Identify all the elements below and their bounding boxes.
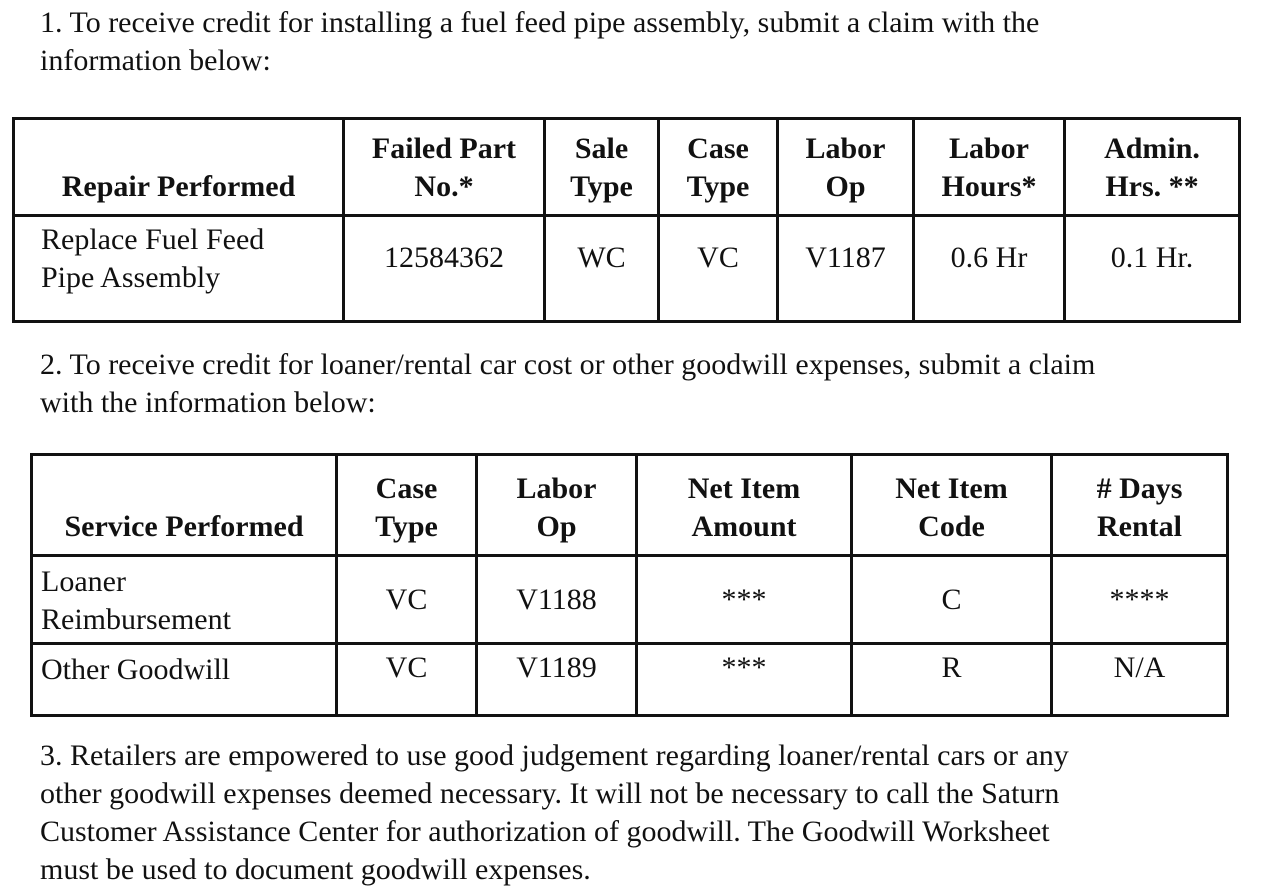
section-1-line-2: information below: — [40, 44, 271, 77]
section-3-line-1: 3. Retailers are empowered to use good judgement regarding loaner/rental cars or any — [40, 739, 1069, 772]
section-3-text — [40, 737, 1069, 889]
table-row — [32, 644, 1228, 716]
section-3-line-4: must be used to document goodwill expenses. — [40, 853, 591, 886]
cell-service-performed: Other Goodwill — [32, 644, 337, 716]
cell-net-item-code: R — [852, 644, 1052, 716]
cell-net-item-amount: *** — [637, 644, 852, 716]
header-case-type: Case Type — [659, 119, 778, 216]
cell-days-rental: N/A — [1052, 644, 1228, 716]
header-sale-type: Sale Type — [545, 119, 659, 216]
cell-labor-op: V1188 — [477, 556, 637, 644]
header-labor-op: Labor Op — [778, 119, 914, 216]
table-row — [14, 216, 1240, 322]
header-case-type: Case Type — [337, 455, 477, 556]
header-labor-hours: Labor Hours* — [914, 119, 1065, 216]
header-labor-op: Labor Op — [477, 455, 637, 556]
cell-labor-op: V1189 — [477, 644, 637, 716]
section-1-line-1: 1. To receive credit for installing a fuel feed pipe assembly, submit a claim with the — [40, 6, 1040, 39]
section-2-text — [40, 346, 1095, 422]
section-2-line-2: with the information below: — [40, 386, 376, 419]
repair-claim-table — [12, 117, 1241, 323]
cell-labor-op: V1187 — [778, 216, 914, 322]
header-service-performed: Service Performed — [32, 455, 337, 556]
cell-net-item-code: C — [852, 556, 1052, 644]
cell-part-no: 12584362 — [344, 216, 545, 322]
section-2-line-1: 2. To receive credit for loaner/rental car cost or other goodwill expenses, submit a claim — [40, 348, 1096, 381]
section-3-line-2: other goodwill expenses deemed necessary. It will not be necessary to call the Saturn — [40, 777, 1060, 810]
header-days-rental: # Days Rental — [1052, 455, 1228, 556]
cell-repair-performed: Replace Fuel Feed Pipe Assembly — [14, 216, 344, 322]
table-header-row — [14, 119, 1240, 216]
header-net-item-code: Net Item Code — [852, 455, 1052, 556]
cell-service-performed: Loaner Reimbursement — [32, 556, 337, 644]
table-row — [32, 556, 1228, 644]
section-3-line-3: Customer Assistance Center for authorization of goodwill. The Goodwill Worksheet — [40, 815, 1050, 848]
cell-case-type: VC — [659, 216, 778, 322]
header-net-item-amount: Net Item Amount — [637, 455, 852, 556]
cell-sale-type: WC — [545, 216, 659, 322]
goodwill-claim-table — [30, 453, 1229, 717]
cell-case-type: VC — [337, 556, 477, 644]
cell-days-rental: **** — [1052, 556, 1228, 644]
cell-net-item-amount: *** — [637, 556, 852, 644]
section-1-text — [40, 4, 1039, 80]
header-repair-performed: Repair Performed — [14, 119, 344, 216]
cell-admin-hrs: 0.1 Hr. — [1065, 216, 1240, 322]
header-admin-hrs: Admin. Hrs. ** — [1065, 119, 1240, 216]
cell-case-type: VC — [337, 644, 477, 716]
table-header-row — [32, 455, 1228, 556]
cell-labor-hours: 0.6 Hr — [914, 216, 1065, 322]
header-failed-part-no: Failed Part No.* — [344, 119, 545, 216]
